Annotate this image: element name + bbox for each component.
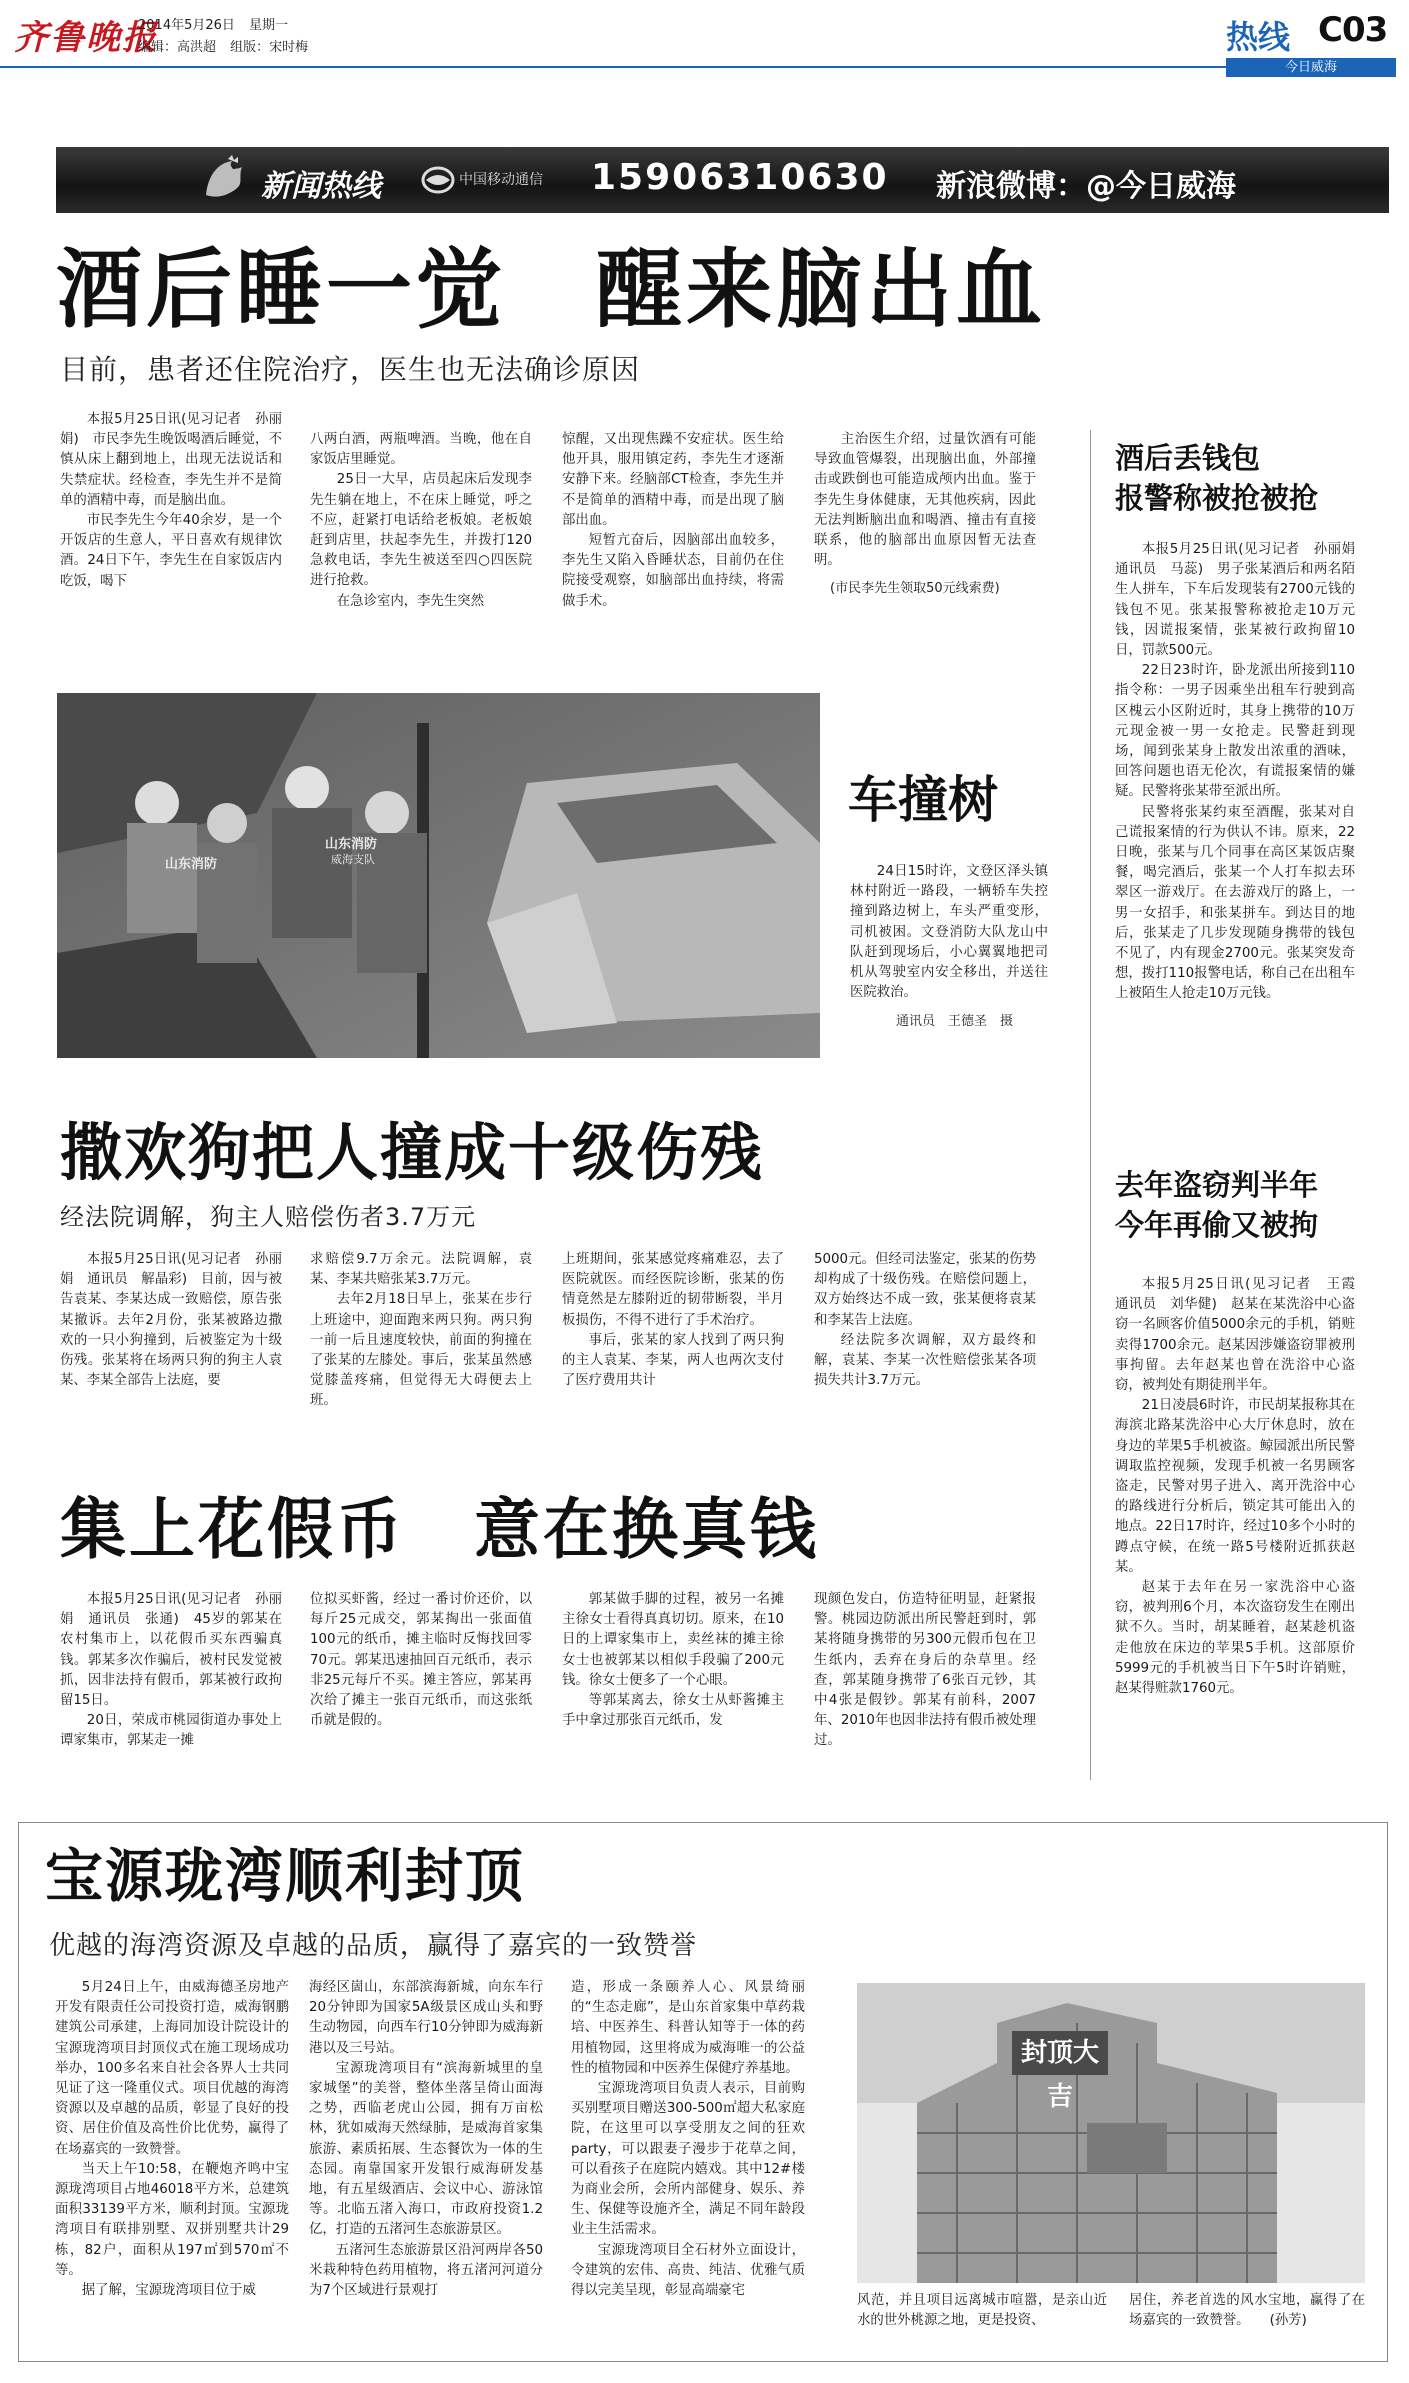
article1-col2-p3: 在急诊室内，李先生突然: [336, 593, 485, 609]
ad-cap2: 居住，养老首选的风水宝地，赢得了在场嘉宾的一致赞誉。 (孙芳): [1129, 2293, 1365, 2329]
masthead-staff: [138, 36, 308, 55]
ad-col3-p1: 造，形成一条颐养人心、风景绮丽的“生态走廊”，是山东首家集中草药栽培、中医养生、科普认知等于一体的药用植物园，这里将成为威海唯一的公益性的植物园和中医养生保健疗养基地。: [571, 1980, 805, 2076]
article1-title: 酒后睡一觉 醒来脑出血: [56, 240, 1046, 340]
crash-title: 车撞树: [848, 771, 998, 829]
building-topping-photo: [857, 1983, 1365, 2283]
ad-photo-caption-left: [857, 2291, 1107, 2351]
article1-caption: (市民李先生领取50元线索费): [830, 581, 1000, 596]
masthead-date: [138, 14, 288, 33]
article1-col1-p2: 市民李先生今年40余岁，是一个开饭店的生意人，平日喜欢有规律饮酒。24日下午，李先生在自家饭店内吃饭，喝下: [60, 513, 282, 589]
ad-title: 宝源珑湾顺利封顶: [45, 1842, 526, 1910]
weibo-label: 新浪微博：@今日威海: [936, 169, 1236, 204]
article3-col3-p2: 等郭某离去，徐女士从虾酱摊主手中拿过那张百元纸币，发: [562, 1693, 784, 1729]
article1-col3-p2: 短暂亢奋后，因脑部出血较多，李先生又陷入昏睡状态，目前仍在住院接受观察，如脑部出血持续，将需做手术。: [562, 533, 784, 609]
article2-col3: [562, 1250, 784, 1420]
article3-col1-p1: 本报5月25日讯(见习记者 孙丽娟 通讯员 张通) 45岁的郭某在农村集市上，以花假币买东西骗真钱。郭某多次作骗后，被村民发觉被抓，因非法持有假币，郭某被行政拘留15日。: [60, 1592, 282, 1709]
article1-subtitle: 目前，患者还住院治疗，医生也无法确诊原因: [60, 353, 641, 386]
side2-body: [1115, 1275, 1369, 1795]
side2-p1: 本报5月25日讯(见习记者 王霞 通讯员 刘华健) 赵某在某洗浴中心盗窃一名顾客价值5000余元的手机，销赃卖得1700余元。赵某因涉嫌盗窃罪被刑事拘留。去年赵某也曾在洗浴中心盗窃，被判处有期徒刑半年。: [1115, 1277, 1369, 1394]
ad-col1-p3: 据了解，宝源珑湾项目位于威: [81, 2283, 256, 2299]
hotline-phone: 15906310630: [591, 157, 889, 198]
page-number: C03: [1318, 10, 1388, 50]
ad-box: [18, 1822, 1388, 2362]
ad-col1-p1: 5月24日上午，由威海德圣房地产开发有限责任公司投资打造，威海钢鹏建筑公司承建，上海同加设计院设计的宝源珑湾项目封顶仪式在施工现场成功举办，100多名来自社会各界人士共同见证了这一隆重仪式。项目优越的海湾资源以及卓越的品质，彰显了良好的投资、居住价值及高性价比优势，赢得了在场嘉宾的一致赞誉。: [55, 1980, 289, 2157]
article3-title: 集上花假币 意在换真钱: [60, 1491, 819, 1568]
ad-cap1: 风范，并且项目远离城市喧嚣，是亲山近水的世外桃源之地，更是投资、: [857, 2293, 1107, 2329]
article3-col3-p1: 郭某做手脚的过程，被另一名摊主徐女士看得真真切切。原来，在10日的上谭家集市上，卖丝袜的摊主徐女士也被郭某以相似手段骗了200元钱。徐女士便多了一个心眼。: [562, 1592, 784, 1688]
article2-col3-p2: 事后，张某的家人找到了两只狗的主人袁某、李某，两人也两次支付了医疗费用共计: [562, 1332, 784, 1389]
article1-col2: [310, 430, 532, 630]
paper-logo: 齐鲁晚报: [14, 18, 158, 58]
rooster-icon: [198, 155, 250, 205]
side2-title-text: 去年盗窃判半年 今年再偷又被拘: [1115, 1168, 1319, 1242]
article2-col1-p1: 本报5月25日讯(见习记者 孙丽娟 通讯员 解晶彩) 目前，因与被告袁某、李某达成一致赔偿，原告张某撤诉。去年2月份，张某被路边撒欢的一只小狗撞到，后被鉴定为十级伤残。张某将在场两只狗的狗主人袁某、李某全部告上法庭，要: [60, 1252, 282, 1389]
firefighter-vest-text-2: 山东消防: [325, 837, 378, 852]
side2-p3: 赵某于去年在另一家洗浴中心盗窃，被判刑6个月，本次盗窃发生在刚出狱不久。当时，胡某睡着，赵某趁机盗走他放在床边的苹果5手机。这部原价5999元的手机被当日下午5时许销赃，赵某得赃款1760元。: [1115, 1580, 1355, 1697]
ad-photo-caption-right: [1129, 2291, 1365, 2351]
article2-col2-p1: 求赔偿9.7万余元。法院调解，袁某、李某共赔张某3.7万元。: [310, 1252, 532, 1288]
article1-col2-p1: 八两白酒，两瓶啤酒。当晚，他在自家饭店里睡觉。: [310, 432, 532, 468]
side2-title: [1115, 1165, 1375, 1245]
article1-col4-p1: 主治医生介绍，过量饮酒有可能导致血管爆裂，出现脑出血，外部撞击或跌倒也可能造成颅内出血。鉴于李先生身体健康，无其他疾病，因此无法判断脑出血和喝酒、撞击有直接联系，他的脑部出血原因暂无法查明。: [814, 432, 1036, 569]
article2-col2: [310, 1250, 532, 1420]
side2-p2: 21日凌晨6时许，市民胡某报称其在海滨北路某洗浴中心大厅休息时，放在身边的苹果5手机被盗。鲸园派出所民警调取监控视频，发现手机被一名男顾客盗走，民警对男子进入、离开洗浴中心的路线进行分析后，锁定其可能出入的地点。22日17时许，经过10多个小时的蹲点守候，在统一路5号楼附近抓获赵某。: [1115, 1398, 1355, 1575]
side1-p2: 22日23时许，卧龙派出所接到110指令称：一男子因乘坐出租车行驶到高区槐云小区附近时，其身上携带的10万元现金被一男一女抢走。民警赶到现场，闻到张某身上散发出浓重的酒味，回答问题也语无伦次，有谎报案情的嫌疑。民警将张某带至派出所。: [1115, 663, 1355, 800]
ad-col2-p2: 宝源珑湾项目有“滨海新城里的皇家城堡”的美誉，整体坐落呈倚山面海之势，西临老虎山公园，拥有万亩松林，犹如威海天然绿肺，是威海首家集旅游、素质拓展、生态餐饮为一体的生态园。南靠国家开发银行威海研发基地，有五星级酒店、会议中心、游泳馆等。北临五渚入海口，市政府投资1.2亿，打造的五渚河生态旅游景区。: [309, 2060, 543, 2238]
crash-body-p1: 24日15时许，文登区泽头镇林村附近一路段，一辆轿车失控撞到路边树上，车头严重变形，司机被困。文登消防大队龙山中队赶到现场后，小心翼翼地把司机从驾驶室内安全移出，并送往医院救治。: [850, 864, 1048, 1001]
ad-col3-p2: 宝源珑湾项目负责人表示，目前购买别墅项目赠送300-500㎡超大私家庭院，在这里可以享受朋友之间的狂欢party，可以跟妻子漫步于花草之间，可以看孩子在庭院内嬉戏。其中12#楼为商业会所，会所内部健身、娱乐、养生、保健等设施齐全，满足不同年龄段业主生活需求。: [571, 2081, 805, 2238]
crash-body: [850, 862, 1048, 1012]
article1-col3-p1: 惊醒，又出现焦躁不安症状。医生给他开具，服用镇定药，李先生才逐渐安静下来。经脑部CT检查，李先生并不是简单的酒精中毒，而是出现了脑部出血。: [562, 432, 784, 528]
date-text: 2014年5月26日: [138, 18, 235, 33]
edition-tag: 今日威海: [1226, 58, 1396, 77]
ad-col2: [309, 1978, 543, 2353]
ad-subtitle: 优越的海湾资源及卓越的品质，赢得了嘉宾的一致赞誉: [49, 1931, 698, 1961]
ad-col2-p1: 海经区崮山，东部滨海新城，向东车行20分钟即为国家5A级景区成山头和野生动物园，向西车行10分钟即为威海新港以及三号站。: [309, 1980, 543, 2056]
article1-col1: [60, 410, 282, 610]
ad-col2-p3: 五渚河生态旅游景区沿河两岸各50米栽种特色药用植物，将五渚河河道分为7个区域进行景观打: [309, 2242, 543, 2299]
article3-col3: [562, 1590, 784, 1770]
article2-subtitle: 经法院调解，狗主人赔偿伤者3.7万元: [60, 1203, 477, 1231]
ad-col3-p3: 宝源珑湾项目全石材外立面设计，令建筑的宏伟、高贵、纯洁、优雅气质得以完美呈现，彰显高端豪宅: [571, 2242, 805, 2299]
ad-col1: [55, 1978, 289, 2353]
firefighter-vest-text-3: 威海支队: [331, 853, 375, 866]
article3-col4-p1: 现颜色发白，仿造特征明显，赶紧报警。桃园边防派出所民警赶到时，郭某将随身携带的另300元假币包在卫生纸内，丢弃在身后的杂草里。经查，郭某随身携带了6张百元钞，其中4张是假钞。郭某有前科，2007年、2010年也因非法持有假币被处理过。: [814, 1592, 1036, 1749]
topping-banner: 封顶大吉: [1012, 2031, 1108, 2075]
ad-col1-p2: 当天上午10:58，在鞭炮齐鸣中宝源珑湾项目占地46018平方米，总建筑面积33139平方米，顺利封顶。宝源珑湾项目有联排别墅、双拼别墅共计29栋，82户，面积从197㎡到570㎡不等。: [55, 2161, 289, 2278]
article2-col4: [814, 1250, 1036, 1420]
layout-text: 组版：宋时梅: [230, 40, 309, 55]
article1-col3: [562, 430, 784, 630]
article1-col1-p1: 本报5月25日讯(见习记者 孙丽娟) 市民李先生晚饭喝酒后睡觉，不慎从床上翻到地上，出现无法说话和失禁症状。经检查，李先生并不是简单的酒精中毒，而是脑出血。: [60, 412, 282, 508]
side1-p3: 民警将张某约束至酒醒，张某对自己谎报案情的行为供认不讳。原来，22日晚，张某与几个同事在高区某饭店聚餐，喝完酒后，张某一个人打车拟去环翠区一游戏厅。在去游戏厅的路上，一男一女招手，和张某拼车。到达目的地后，张某走了几步发现随身携带的钱包不见了，内有现金2700元。张某突发奇想，拨打110报警电话，称自己在出租车上被陌生人抢走10万元钱。: [1115, 804, 1355, 1002]
masthead-rule: [0, 66, 1226, 68]
china-mobile-text: 中国移动通信: [459, 172, 543, 188]
article1-col2-p2: 25日一大早，店员起床后发现李先生躺在地上，不在床上睡觉，呼之不应，赶紧打电话给老板娘。老板娘赶到店里，扶起李先生，并拨打120急救电话，李先生被送至四○四医院进行抢救。: [310, 472, 532, 589]
article2-title: 撒欢狗把人撞成十级伤残: [60, 1116, 765, 1189]
banner-label: 新闻热线: [261, 169, 381, 204]
side1-p1: 本报5月25日讯(见习记者 孙丽娟 通讯员 马蕊) 男子张某酒后和两名陌生人拼车，下车后发现装有2700元钱的钱包不见。张某报警称被抢走10万元钱，因谎报案情，张某被行政拘留10日，罚款500元。: [1115, 542, 1369, 659]
section-name: 热线: [1226, 18, 1291, 56]
article3-col4: [814, 1590, 1036, 1770]
editor-text: 编辑：高洪超: [138, 40, 217, 55]
article2-col2-p2: 去年2月18日早上，张某在步行上班途中，迎面跑来两只狗。两只狗一前一后且速度较快，前面的狗撞在了张某的左膝处。事后，张某虽然感觉膝盖疼痛，但觉得无大碍便去上班。: [310, 1292, 532, 1409]
side1-body: [1115, 540, 1369, 1100]
article1-col4: [814, 430, 1036, 600]
article3-col2: [310, 1590, 532, 1770]
side1-title: [1115, 438, 1375, 518]
sidebar-divider: [1090, 430, 1091, 1780]
weekday-text: 星期一: [249, 18, 289, 33]
side1-title-text: 酒后丢钱包 报警称被抢被抢: [1115, 441, 1319, 515]
article3-col1-p2: 20日，荣成市桃园街道办事处上谭家集市，郭某走一摊: [60, 1713, 282, 1749]
article2-col1: [60, 1250, 282, 1420]
car-crash-photo: [57, 693, 820, 1058]
article3-col1: [60, 1590, 282, 1770]
masthead: [0, 0, 1409, 75]
article2-col4-p1: 5000元。但经司法鉴定，张某的伤势却构成了十级伤残。在赔偿问题上，双方始终达不成一致，张某便将袁某和李某告上法庭。: [814, 1252, 1036, 1328]
ad-col3: [571, 1978, 805, 2353]
article2-col4-p2: 经法院多次调解，双方最终和解，袁某、李某一次性赔偿张某各项损失共计3.7万元。: [814, 1332, 1036, 1389]
firefighter-vest-text-1: 山东消防: [165, 857, 218, 872]
hotline-banner: [56, 147, 1389, 213]
article2-col3-p1: 上班期间，张某感觉疼痛难忍，去了医院就医。而经医院诊断，张某的伤情竟然是左膝附近的韧带断裂，半月板损伤，不得不进行了手术治疗。: [562, 1252, 784, 1328]
crash-credit: 通讯员 王德圣 摄: [896, 1014, 1014, 1029]
china-mobile-logo: [421, 165, 561, 195]
article3-col2-p1: 位拟买虾酱，经过一番讨价还价，以每斤25元成交，郭某掏出一张面值100元的纸币，摊主临时反悔找回零70元。郭某迅速抽回百元纸币，表示非25元每斤不买。摊主答应，郭某再次给了摊主一张百元纸币，而这张纸币就是假的。: [310, 1592, 532, 1729]
